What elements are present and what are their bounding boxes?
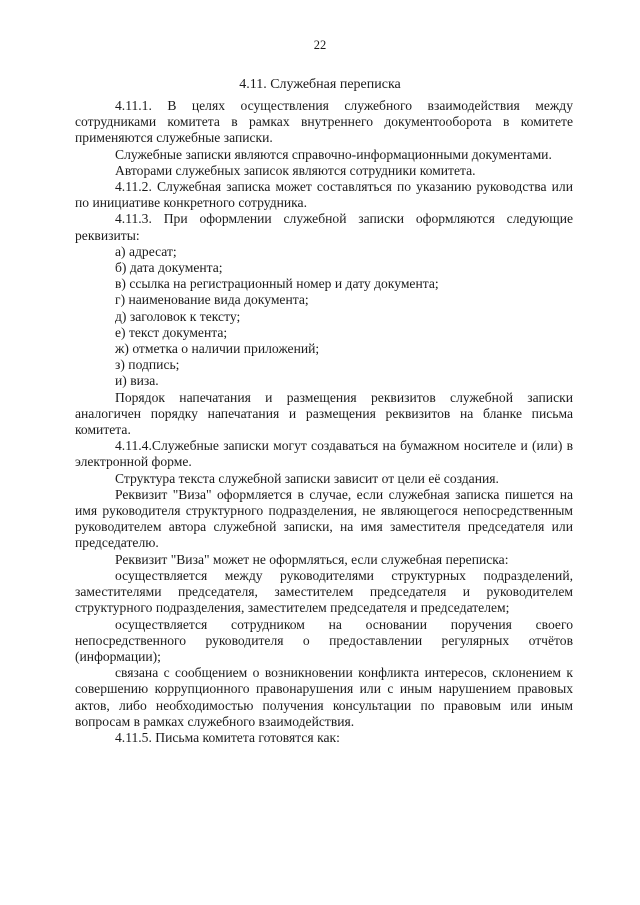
paragraph-structure: Структура текста служебной записки зависит от цели её создания. [115, 470, 499, 486]
paragraph-4-11-3: 4.11.3. При оформлении служебной записки оформляются следующие реквизиты: [75, 211, 573, 243]
paragraph-memo-authors: Авторами служебных записок являются сотрудники комитета. [115, 162, 476, 178]
visa-optional-case: осуществляется сотрудником на основании поручения своего непосредственного руководителя о предоставлении регулярных отчётов (информации); [75, 616, 573, 664]
paragraph-4-11-2: 4.11.2. Служебная записка может составляться по указанию руководства или по инициативе конкретного сотрудника. [75, 179, 573, 211]
paragraph-memo-type: Служебные записки являются справочно-информационными документами. [115, 146, 552, 162]
paragraph-visa-optional: Реквизит "Виза" может не оформляться, если служебная переписка: [115, 551, 509, 567]
requisite-item: е) текст документа; [115, 324, 228, 340]
visa-optional-case: связана с сообщением о возникновении конфликта интересов, склонением к совершению коррупционного правонарушения или с иным нарушением правовых актов, либо необходимостью получения консультации по правовым или иным вопросам в рамках служебного взаимодействия. [75, 665, 573, 729]
requisite-item: г) наименование вида документа; [115, 292, 309, 308]
section-title: 4.11. Служебная переписка [239, 77, 401, 92]
requisite-item: и) виза. [115, 373, 159, 389]
visa-optional-case: осуществляется между руководителями структурных подразделений, заместителями председателя, заместителем председателя и руководителем структурного подразделения, заместителем председателя и председателем; [75, 567, 573, 616]
requisite-item: в) ссылка на регистрационный номер и дату документа; [115, 276, 439, 292]
requisite-item: з) подпись; [115, 357, 180, 373]
paragraph-4-11-4: 4.11.4.Служебные записки могут создаваться на бумажном носителе и (или) в электронной форме. [75, 438, 573, 470]
page-number: 22 [313, 38, 327, 52]
requisite-item: б) дата документа; [115, 260, 223, 276]
paragraph-4-11-1: 4.11.1. В целях осуществления служебного взаимодействия между сотрудниками комитета в рамках внутреннего документооборота в комитете применяются служебные записки. [75, 98, 573, 146]
document-body [75, 98, 573, 746]
requisite-item: ж) отметка о наличии приложений; [115, 341, 320, 357]
requisite-item: а) адресат; [115, 243, 177, 259]
paragraph-layout-order: Порядок напечатания и размещения реквизитов служебной записки аналогичен порядку напечатания и размещения реквизитов на бланке письма комитета. [75, 389, 573, 438]
paragraph-visa-required: Реквизит "Виза" оформляется в случае, если служебная записка пишется на имя руководителя структурного подразделения, не являющегося непосредственным руководителем автора служебной записки, на имя заместителя председателя или председателю. [75, 486, 573, 551]
requisite-item: д) заголовок к тексту; [115, 308, 241, 324]
paragraph-4-11-5: 4.11.5. Письма комитета готовятся как: [115, 729, 340, 745]
